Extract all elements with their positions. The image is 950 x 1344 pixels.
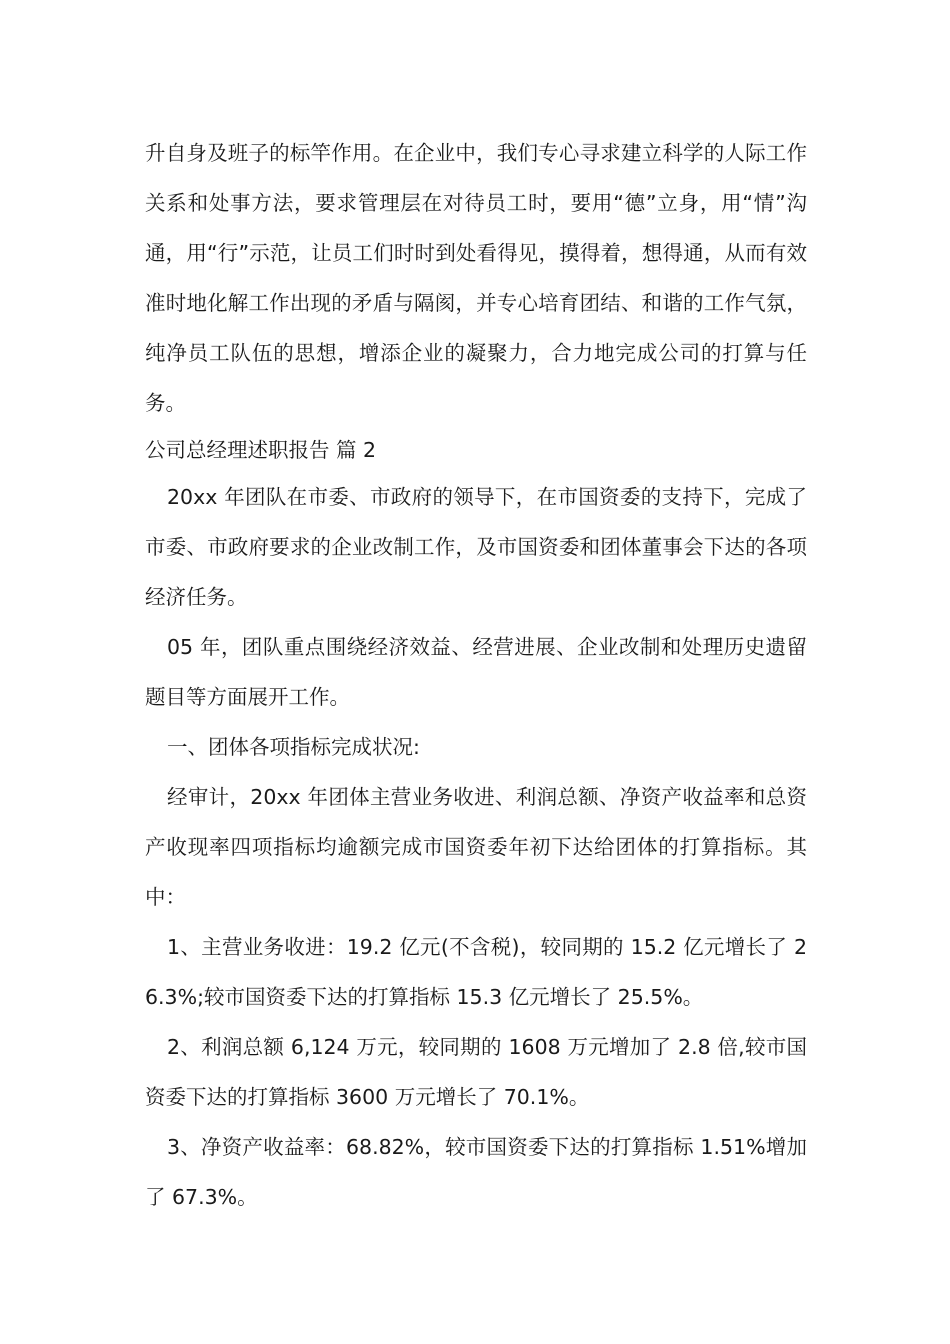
paragraph-8: 2、利润总额 6,124 万元，较同期的 1608 万元增加了 2.8 倍,较市国资委下达的打算指标 3600 万元增长了 70.1%。 [145, 1035, 807, 1109]
paragraph-4: 05 年，团队重点围绕经济效益、经营进展、企业改制和处理历史遗留题目等方面展开工作。 [145, 635, 807, 709]
paragraph-6: 经审计，20xx 年团体主营业务收进、利润总额、净资产收益率和总资产收现率四项指标均逾额完成市国资委年初下达给团体的打算指标。其中： [145, 785, 807, 909]
section-heading: 公司总经理述职报告 篇 2 [145, 438, 377, 462]
paragraph-9: 3、净资产收益率：68.82%，较市国资委下达的打算指标 1.51%增加了 67.3%。 [145, 1135, 807, 1209]
paragraph-1: 升自身及班子的标竿作用。在企业中，我们专心寻求建立科学的人际工作关系和处事方法，要求管理层在对待员工时，要用“德”立身，用“情”沟通，用“行”示范，让员工们时时到处看得见，摸得着，想得通，从而有效准时地化解工作出现的矛盾与隔阂，并专心培育团结、和谐的工作气氛，纯净员工队伍的思想，增添企业的凝聚力，合力地完成公司的打算与任务。 [145, 141, 807, 415]
document-body [145, 128, 807, 1222]
paragraph-3: 20xx 年团队在市委、市政府的领导下，在市国资委的支持下，完成了市委、市政府要求的企业改制工作，及市国资委和团体董事会下达的各项经济任务。 [145, 485, 807, 609]
paragraph-5: 一、团体各项指标完成状况: [167, 735, 420, 759]
paragraph-7: 1、主营业务收进：19.2 亿元(不含税)，较同期的 15.2 亿元增长了 26.3%;较市国资委下达的打算指标 15.3 亿元增长了 25.5%。 [145, 935, 807, 1009]
